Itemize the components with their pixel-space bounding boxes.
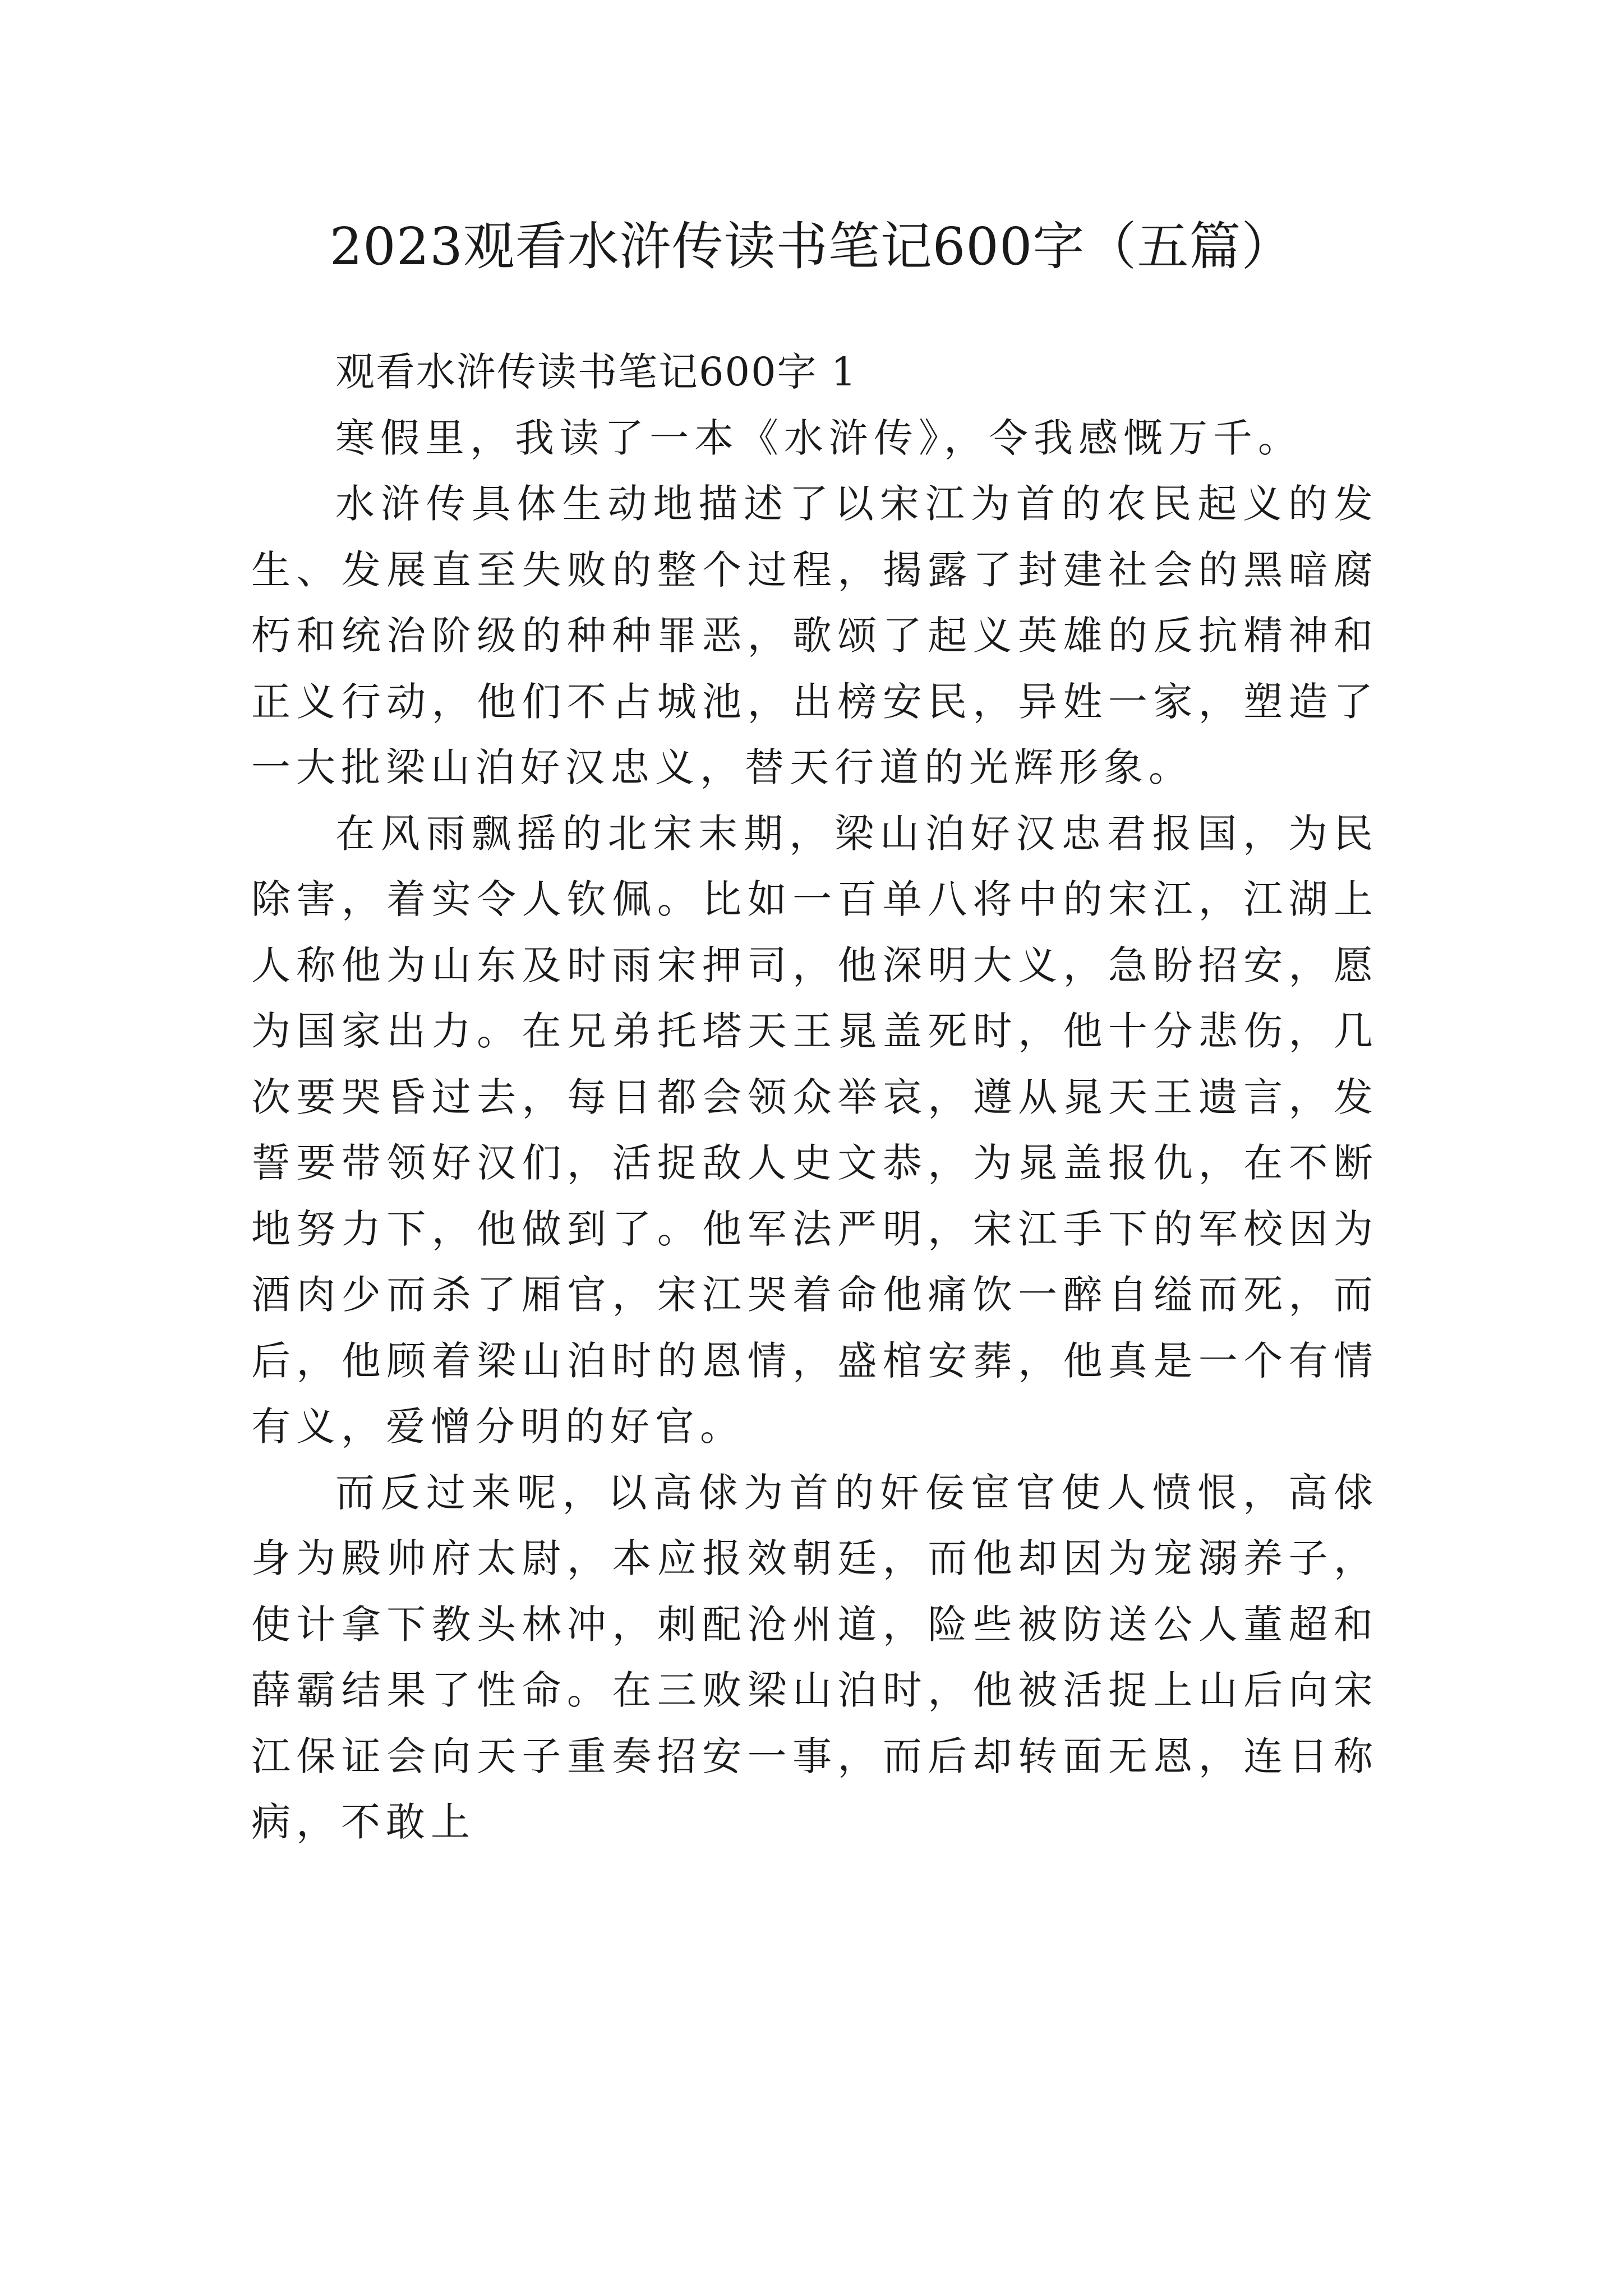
paragraph: 寒假里，我读了一本《水浒传》，令我感慨万千。 xyxy=(335,415,1303,461)
document-body xyxy=(251,339,1378,1856)
section-heading: 观看水浒传读书笔记600字 1 xyxy=(335,349,857,395)
document-title: 2023观看水浒传读书笔记600字（五篇） xyxy=(329,217,1294,277)
paragraph: 在风雨飘摇的北宋末期，梁山泊好汉忠君报国，为民除害，着实令人钦佩。比如一百单八将中的宋江，江湖上人称他为山东及时雨宋押司，他深明大义，急盼招安，愿为国家出力。在兄弟托塔天王晁盖死时，他十分悲伤，几次要哭昏过去，每日都会领众举哀，遵从晁天王遗言，发誓要带领好汉们，活捉敌人史文恭，为晁盖报仇，在不断地努力下，他做到了。他军法严明，宋江手下的军校因为酒肉少而杀了厢官，宋江哭着命他痛饮一醉自缢而死，而后，他顾着梁山泊时的恩情，盛棺安葬，他真是一个有情有义，爱憎分明的好官。 xyxy=(251,810,1378,1450)
paragraph: 而反过来呢，以高俅为首的奸佞宦官使人愤恨，高俅身为殿帅府太尉，本应报效朝廷，而他却因为宠溺养子，使计拿下教头林冲，刺配沧州道，险些被防送公人董超和薛霸结果了性命。在三败梁山泊时，他被活捉上山后向宋江保证会向天子重奏招安一事，而后却转面无恩，连日称病，不敢上 xyxy=(251,1469,1378,1845)
paragraph: 水浒传具体生动地描述了以宋江为首的农民起义的发生、发展直至失败的整个过程，揭露了封建社会的黑暗腐朽和统治阶级的种种罪恶，歌颂了起义英雄的反抗精神和正义行动，他们不占城池，出榜安民，异姓一家，塑造了一大批梁山泊好汉忠义，替天行道的光辉形象。 xyxy=(251,481,1378,790)
